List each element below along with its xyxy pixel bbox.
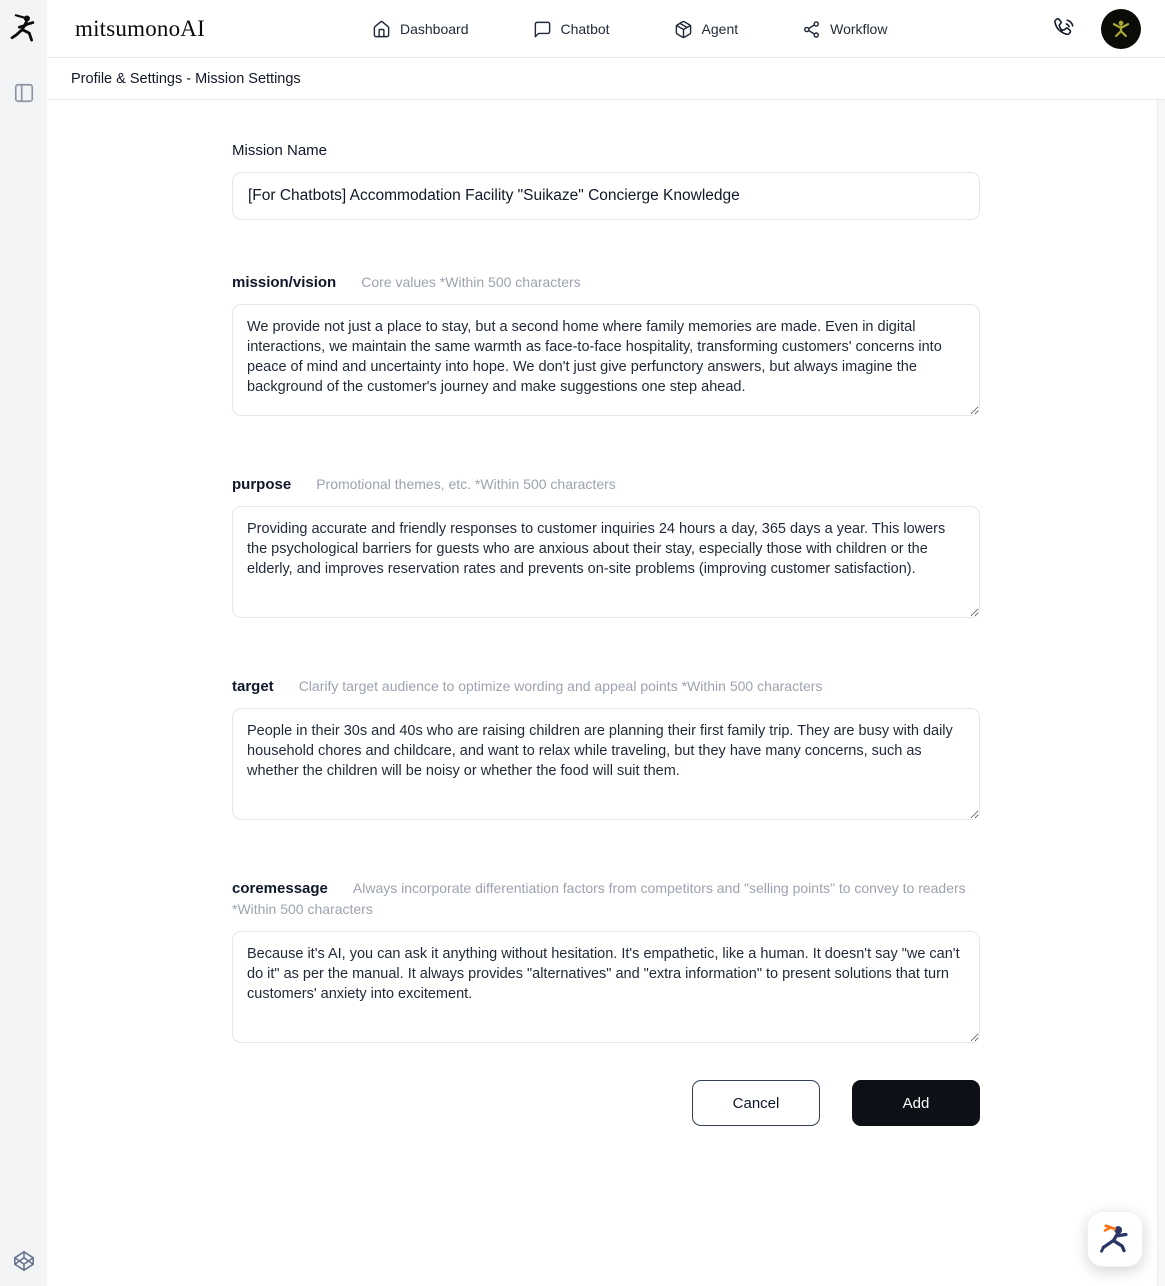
avatar-ninja-figure — [1108, 16, 1134, 42]
message-square-icon — [533, 20, 552, 39]
header-right — [1053, 9, 1141, 49]
purpose-label: purpose — [232, 476, 292, 493]
nav-label: Chatbot — [560, 21, 610, 37]
nav-item-agent[interactable] — [674, 20, 739, 39]
mission-name-label: Mission Name — [232, 142, 328, 159]
top-header — [47, 0, 1165, 58]
mission-vision-hint: Core values *Within 500 characters — [361, 274, 581, 290]
purpose-hint: Promotional themes, etc. *Within 500 characters — [316, 476, 616, 492]
main-content — [47, 100, 1165, 1286]
house-icon — [372, 20, 391, 39]
nav-label: Agent — [701, 21, 739, 37]
scrollbar-track[interactable] — [1157, 100, 1165, 1286]
breadcrumb-bar — [47, 58, 1165, 100]
cancel-button[interactable]: Cancel — [692, 1080, 820, 1126]
nav-label: Workflow — [830, 21, 888, 37]
mission-vision-label: mission/vision — [232, 274, 337, 291]
panel-left-toggle-icon[interactable] — [13, 82, 35, 104]
purpose-textarea[interactable] — [232, 506, 980, 618]
breadcrumb: Profile & Settings - Mission Settings — [71, 70, 301, 87]
mission-name-input[interactable] — [232, 172, 980, 220]
main-nav — [372, 0, 887, 58]
ninja-logo-icon — [9, 10, 39, 48]
avatar[interactable] — [1101, 9, 1141, 49]
mission-settings-form — [232, 100, 980, 1126]
mission-vision-textarea[interactable] — [232, 304, 980, 416]
codepen-icon[interactable] — [13, 1250, 35, 1272]
fab-ninja-icon — [1097, 1221, 1133, 1257]
form-actions — [232, 1080, 980, 1126]
nav-item-dashboard[interactable] — [372, 20, 469, 39]
coremessage-label: coremessage — [232, 880, 328, 897]
phone-volume-icon[interactable] — [1053, 18, 1075, 40]
nav-item-workflow[interactable] — [802, 20, 887, 39]
brand-logo-text[interactable]: mitsumonoAI — [75, 15, 205, 41]
coremessage-textarea[interactable] — [232, 931, 980, 1043]
add-button[interactable]: Add — [852, 1080, 980, 1126]
nav-label: Dashboard — [400, 21, 469, 37]
nav-item-chatbot[interactable] — [533, 20, 610, 39]
target-label: target — [232, 678, 274, 695]
left-rail — [0, 0, 47, 1286]
target-textarea[interactable] — [232, 708, 980, 820]
assistant-fab[interactable] — [1087, 1211, 1143, 1267]
share-network-icon — [802, 20, 821, 39]
package-cube-icon — [674, 20, 693, 39]
coremessage-hint: Always incorporate differentiation factors from competitors and "selling points" to convey to readers *Within 500 characters — [232, 880, 966, 917]
target-hint: Clarify target audience to optimize wording and appeal points *Within 500 characters — [298, 678, 823, 694]
